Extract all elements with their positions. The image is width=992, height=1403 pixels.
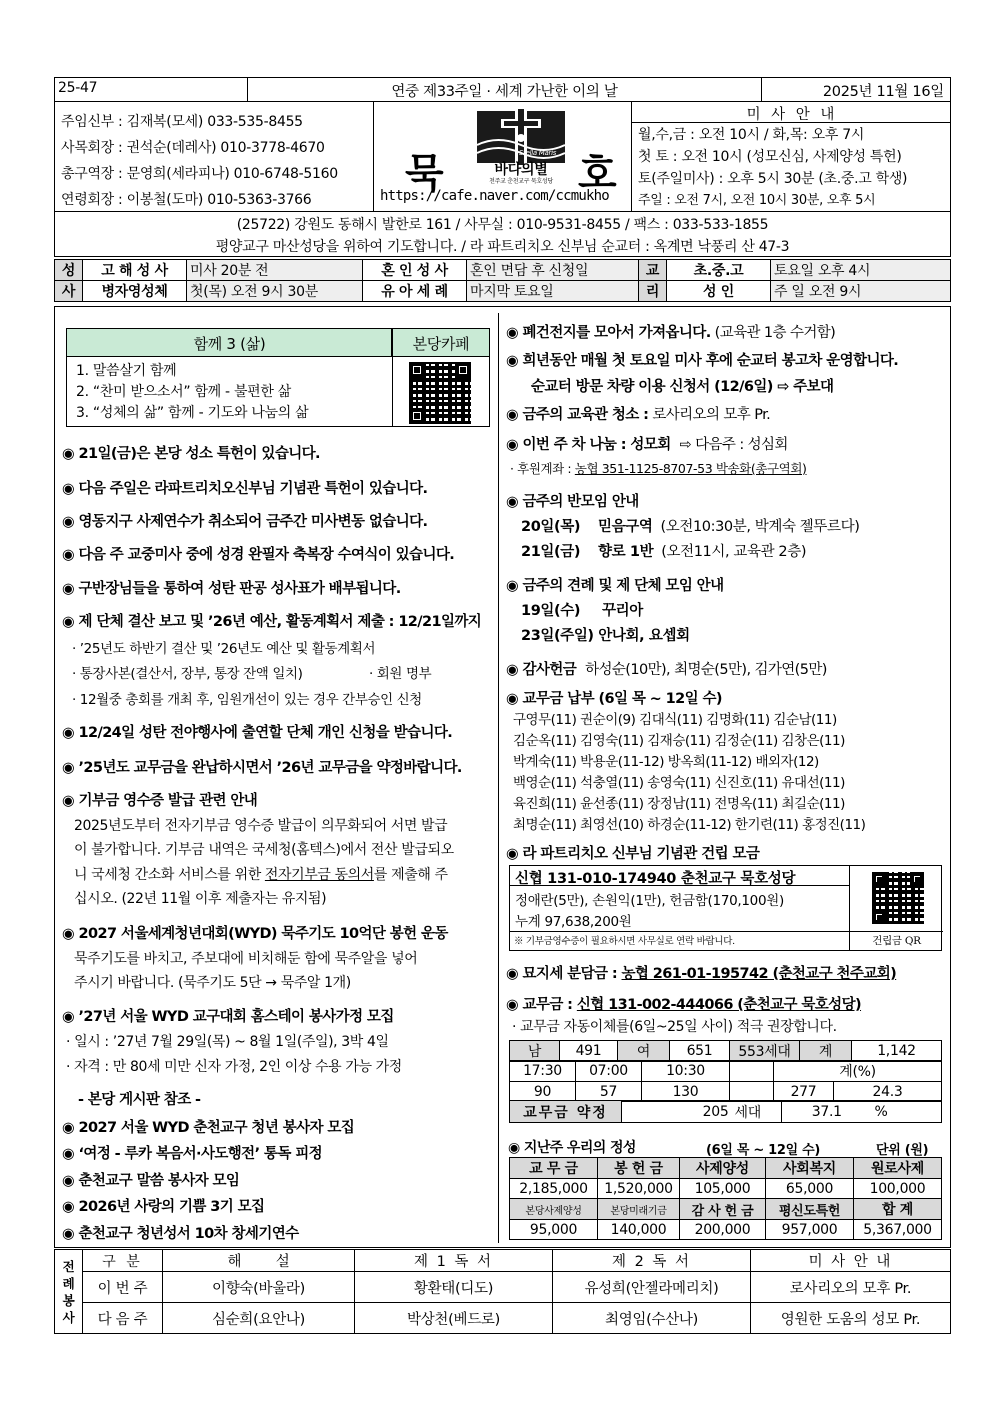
off-h-lay: 평신도특헌 — [766, 1199, 854, 1220]
off-h-senior: 원로사제 — [854, 1158, 942, 1179]
right-notice-6: ◉ 금주의 견례 및 제 단체 모임 안내 — [506, 578, 724, 594]
att-time-1: 17:30 — [510, 1061, 576, 1082]
pledge-rate: 37.1 — [782, 1101, 872, 1123]
right-notice-2-b: 순교터 방문 차량 이용 신청서 (12/6일) ⇨ 주보대 — [531, 379, 834, 395]
notice-3: ◉ 영동지구 사제연수가 취소되어 금주간 미사변동 없습니다. — [62, 514, 428, 530]
service-side-label — [55, 1250, 83, 1334]
right-notice-11-a: · 교무금 자동이체를(6일~25일 사이) 적극 권장합니다. — [512, 1019, 837, 1035]
service-side-text: 전례봉사 — [62, 1258, 75, 1325]
notice-10-b: 주시기 바랍니다. (묵주기도 5단 → 묵주알 1개) — [74, 975, 351, 991]
fund-donors: 정애란(5만), 손원익(1만), 헌금함(170,100원) — [515, 893, 784, 909]
tithe-line-5: 육진희(11) 윤선종(11) 장정남(11) 전명옥(11) 최길순(11) — [513, 796, 845, 812]
att-total-label: 계(%) — [774, 1061, 942, 1082]
off-v-total: 5,367,000 — [854, 1220, 942, 1240]
board-note: - 본당 게시판 참조 - — [78, 1092, 201, 1108]
att-time-2: 07:00 — [576, 1061, 642, 1082]
fund-note: ※ 기부금영수증이 필요하시면 사무실로 연락 바랍니다. — [514, 936, 735, 947]
notice-6-a: · ’25년도 하반기 결산 및 ’26년도 예산 및 활동계획서 — [72, 641, 376, 657]
right-notice-7: ◉ 감사헌금 하성순(10만), 최명순(5만), 김가연(5만) — [506, 662, 827, 678]
fund-total: 누계 97,638,200원 — [515, 914, 632, 930]
together-box — [66, 328, 490, 427]
marriage-label: 혼 인 성 사 — [363, 260, 467, 281]
att-count-3: 130 — [642, 1082, 730, 1102]
notice-11-a: · 일시 : ’27년 7월 29일(목) ~ 8월 1일(주일), 3박 4일 — [66, 1034, 389, 1050]
fund-qr-icon[interactable] — [872, 872, 924, 924]
together-line-1: 1. 말씀살기 함께 — [76, 363, 177, 379]
group-schedule-1: 19일(수) 꾸리아 — [521, 603, 643, 619]
notice-5: ◉ 구반장님들을 통하여 성탄 판공 성사표가 배부됩니다. — [62, 581, 401, 597]
right-notice-10: ◉ 묘지세 분담금 : 농협 261-01-195742 (춘천교구 천주교회) — [506, 966, 897, 982]
cafe-label: 본당카페 — [412, 335, 470, 353]
right-notice-5: ◉ 금주의 반모임 안내 — [506, 494, 639, 510]
fund-account: 신협 131-010-174940 춘천교구 묵호성당 — [515, 871, 796, 887]
attendance-table — [509, 1060, 942, 1102]
sacrament-table — [54, 259, 951, 302]
service-next-reading2: 최영임(수산나) — [553, 1303, 751, 1334]
att-count-total: 277 — [774, 1082, 834, 1102]
pledge-table — [509, 1100, 942, 1123]
service-this-reading2: 유성희(안젤라메리치) — [553, 1272, 751, 1303]
census-female-label: 여 — [618, 1041, 670, 1062]
right-notice-4-a: · 후원계좌 : 농협 351-1125-8707-53 박송화(총구역회) — [510, 461, 807, 476]
att-count-1: 90 — [510, 1082, 576, 1102]
notice-6-c: · 12월중 총회를 개최 후, 임원개선이 있는 경우 간부승인 신청 — [72, 692, 422, 708]
att-percent: 24.3 — [834, 1082, 942, 1102]
together-lines — [76, 361, 308, 424]
catechism-student-time: 토요일 오후 4시 — [771, 260, 951, 281]
service-table — [54, 1249, 951, 1334]
emblem-latin: Stella Maris — [519, 149, 557, 157]
catechism-student-label: 초.중.고 — [667, 260, 771, 281]
right-notice-11: ◉ 교무금 : 신협 131-002-444066 (춘천교구 묵호성당) — [506, 997, 862, 1013]
service-head-reading2: 제 2 독 서 — [553, 1250, 751, 1272]
service-next-mass: 영원한 도움의 성모 Pr. — [751, 1303, 951, 1334]
census-total-label: 계 — [800, 1041, 852, 1062]
service-next-week: 다 음 주 — [83, 1303, 163, 1334]
notice-9-a: 2025년도부터 전자기부금 영수증 발급이 의무화되어 서면 발급 — [74, 818, 448, 834]
notice-11: ◉ ’27년 서울 WYD 교구대회 홈스테이 봉사가정 모집 — [62, 1009, 394, 1025]
off-v-senior: 100,000 — [854, 1179, 942, 1199]
notice-11-b: · 자격 : 만 80세 미만 신자 가정, 2인 이상 수용 가능 가정 — [66, 1059, 402, 1075]
census-male-label: 남 — [510, 1041, 560, 1062]
notice-9: ◉ 기부금 영수증 발급 관련 안내 — [62, 793, 258, 809]
notice-6-b2: · 회원 명부 — [369, 666, 432, 682]
off-v-tithe: 2,185,000 — [510, 1179, 598, 1199]
tithe-names — [513, 710, 865, 836]
off-h-tithe: 교 무 금 — [510, 1158, 598, 1179]
service-this-commentary: 이향숙(바울라) — [163, 1272, 355, 1303]
notice-9-c: 니 국세청 간소화 서비스를 위한 전자기부금 동의서를 제출해 주 — [74, 867, 448, 883]
tithe-line-3: 박계숙(11) 박용운(11-12) 방옥희(11-12) 배외자(12) — [513, 754, 819, 770]
off-v-lay: 957,000 — [766, 1220, 854, 1240]
info-block — [54, 102, 951, 212]
service-this-week: 이 번 주 — [83, 1272, 163, 1303]
off-h-parish-priest: 본당사제양성 — [510, 1199, 598, 1220]
tithe-line-4: 백영순(11) 석충열(11) 송영숙(11) 신진호(11) 유대선(11) — [513, 775, 845, 791]
staff-funeral: 연령회장 : 이봉철(도마) 010-5363-3766 — [61, 192, 312, 208]
sacrament-side-1: 성 — [55, 260, 83, 281]
tithe-line-2: 김순옥(11) 김영숙(11) 김재승(11) 김정순(11) 김창은(11) — [513, 733, 845, 749]
marriage-time: 혼인 면담 후 신청일 — [467, 260, 639, 281]
sick-communion-label: 병자영성체 — [83, 281, 187, 302]
tithe-line-6: 최명순(11) 최영선(10) 하경순(11-12) 한기련(11) 홍정진(11) — [513, 817, 866, 833]
att-count-2: 57 — [576, 1082, 642, 1102]
notice-9-b: 이 불가합니다. 기부금 내역은 국세청(홈텍스)에서 전산 발급되오 — [74, 842, 454, 858]
service-head-division: 구 분 — [83, 1250, 163, 1272]
group-meeting-1: 20일(목) 믿음구역 (오전10:30분, 박계숙 젤뚜르다) — [521, 519, 860, 535]
off-v-parish-priest: 95,000 — [510, 1220, 598, 1240]
notice-10-a: 묵주기도를 바치고, 주보대에 비치해둔 함에 묵주알을 넣어 — [74, 951, 418, 967]
board-item-2: ◉ ‘여정 - 루카 복음서·사도행전’ 통독 피정 — [62, 1146, 323, 1162]
off-v-thanks: 200,000 — [680, 1220, 766, 1240]
service-head-reading1: 제 1 독 서 — [355, 1250, 553, 1272]
att-time-3: 10:30 — [642, 1061, 730, 1082]
sacrament-side-3: 교 — [639, 260, 667, 281]
sacrament-side-2: 사 — [55, 281, 83, 302]
service-head-commentary: 해 설 — [163, 1250, 355, 1272]
staff-list — [61, 109, 338, 213]
notice-4: ◉ 다음 주 교중미사 중에 성경 완필자 축복장 수여식이 있습니다. — [62, 547, 455, 563]
pledge-count: 205 — [622, 1101, 732, 1123]
emblem-name: 바다의별 — [494, 162, 548, 178]
service-this-mass: 로사리오의 모후 Pr. — [751, 1272, 951, 1303]
issue-date: 2025년 11월 16일 — [822, 84, 944, 100]
address-line: (25722) 강원도 동해시 발한로 161 / 사무실 : 010-9531-8455 / 팩스 : 033-533-1855 — [236, 217, 769, 233]
notice-10: ◉ 2027 서울세계청년대회(WYD) 묵주기도 10억단 봉헌 운동 — [62, 926, 448, 942]
off-v-welfare: 65,000 — [766, 1179, 854, 1199]
mass-saturday: 토(주일미사) : 오후 5시 30분 (초.중.고 학생) — [638, 171, 908, 187]
together-title: 함께 3 (삶) — [193, 335, 266, 353]
offering-unit: 단위 (원) — [876, 1143, 929, 1158]
together-line-3: 3. “성체의 삶” 함께 - 기도와 나눔의 삶 — [76, 405, 309, 421]
off-h-total: 합 계 — [854, 1199, 942, 1220]
church-emblem-icon — [475, 105, 567, 185]
catechism-adult-time: 주 일 오전 9시 — [771, 281, 951, 302]
address-block — [54, 211, 951, 257]
service-head-mass: 미 사 안 내 — [751, 1250, 951, 1272]
census-table — [509, 1040, 942, 1062]
board-item-1: ◉ 2027 서울 WYD 춘천교구 청년 봉사자 모집 — [62, 1120, 355, 1136]
together-line-2: 2. “찬미 받으소서” 함께 - 불편한 삶 — [76, 384, 292, 400]
census-male: 491 — [560, 1041, 618, 1062]
confession-time: 미사 20분 전 — [187, 260, 363, 281]
logo-char-right: 호 — [578, 150, 617, 197]
prayer-line: 평양교구 마산성당을 위하여 기도합니다. / 라 파트리치오 신부님 순교터 : 옥계면 낙풍리 산 47-3 — [215, 239, 790, 255]
group-schedule-2: 23일(주일) 안나회, 요셉회 — [521, 628, 690, 644]
sick-communion-time: 첫(목) 오전 9시 30분 — [187, 281, 363, 302]
mass-first-sat: 첫 토 : 오전 10시 (성모신심, 사제양성 특헌) — [638, 149, 902, 165]
offering-period: (6일 목 ~ 12일 수) — [706, 1143, 821, 1158]
offering-heading: ◉ 지난주 우리의 정성 — [508, 1140, 636, 1156]
notice-6: ◉ 제 단체 결산 보고 및 ’26년 예산, 활동계획서 제출 : 12/21일까지 — [62, 614, 482, 630]
off-h-thanks: 감 사 헌 금 — [680, 1199, 766, 1220]
census-households: 553세대 — [730, 1041, 800, 1062]
notice-2: ◉ 다음 주일은 라파트리치오신부님 기념관 특헌이 있습니다. — [62, 481, 428, 497]
emblem-sub: 천주교 춘천교구 묵호성당 — [489, 178, 553, 185]
donation-consent-link[interactable]: 전자기부금 동의서 — [264, 867, 374, 883]
tithe-line-1: 구영무(11) 권순이(9) 김대식(11) 김명화(11) 김순남(11) — [513, 712, 837, 728]
catechism-adult-label: 성 인 — [667, 281, 771, 302]
service-this-reading1: 황환태(디도) — [355, 1272, 553, 1303]
cafe-url[interactable]: https://cafe.naver.com/ccmukho — [380, 188, 609, 204]
confession-label: 고 해 성 사 — [83, 260, 187, 281]
pledge-label: 교무금 약정 — [510, 1101, 622, 1123]
service-next-reading1: 박상천(베드로) — [355, 1303, 553, 1334]
census-female: 651 — [670, 1041, 730, 1062]
support-account: 농협 351-1125-8707-53 박송화(총구역회) — [574, 461, 807, 476]
issue-number: 25-47 — [58, 80, 98, 96]
header-bar — [54, 77, 951, 102]
group-meeting-2: 21일(금) 향로 1반 (오전11시, 교육관 2층) — [521, 544, 807, 560]
notice-7: ◉ 12/24일 성탄 전야행사에 출연할 단체 개인 신청을 받습니다. — [62, 725, 453, 741]
off-h-future: 본당미래기금 — [598, 1199, 680, 1220]
notice-1: ◉ 21일(금)은 본당 성소 특헌이 있습니다. — [62, 446, 320, 462]
pledge-percent-sign: % — [872, 1101, 942, 1123]
off-v-offertory: 1,520,000 — [598, 1179, 680, 1199]
staff-priest: 주임신부 : 김재복(모세) 033-535-8455 — [61, 114, 303, 130]
mass-heading: 미 사 안 내 — [746, 107, 838, 123]
board-item-3: ◉ 춘천교구 말씀 봉사자 모임 — [62, 1173, 240, 1189]
service-next-commentary: 심순희(요안나) — [163, 1303, 355, 1334]
offering-table — [509, 1157, 942, 1240]
cafe-qr-icon[interactable] — [409, 362, 471, 424]
off-h-priest: 사제양성 — [680, 1158, 766, 1179]
sacrament-side-4: 리 — [639, 281, 667, 302]
right-notice-1: ◉ 폐건전지를 모아서 가져옵니다. (교육관 1층 수거함) — [506, 325, 836, 341]
off-h-offertory: 봉 헌 금 — [598, 1158, 680, 1179]
right-notice-4: ◉ 이번 주 차 나눔 : 성모회 ⇨ 다음주 : 성심회 — [506, 437, 788, 453]
att-count-blank — [730, 1082, 774, 1102]
census-total: 1,142 — [852, 1041, 942, 1062]
logo-char-left: 묵 — [405, 150, 444, 197]
staff-council: 사목회장 : 권석순(데레사) 010-3778-4670 — [61, 140, 325, 156]
fund-qr-label: 건립금 QR — [872, 935, 921, 947]
notice-9-d: 십시오. (22년 11월 이후 제출자는 유지됨) — [74, 891, 327, 907]
off-v-future: 140,000 — [598, 1220, 680, 1240]
page-title: 연중 제33주일 · 세계 가난한 이의 날 — [391, 84, 618, 100]
memorial-fund-box — [509, 865, 942, 951]
off-v-priest: 105,000 — [680, 1179, 766, 1199]
right-notice-9: ◉ 라 파트리치오 신부님 기념관 건립 모금 — [506, 846, 760, 862]
mass-sunday: 주일 : 오전 7시, 오전 10시 30분, 오후 5시 — [638, 193, 876, 208]
staff-district: 총구역장 : 문영희(세라피나) 010-6748-5160 — [61, 166, 338, 182]
baptism-time: 마지막 토요일 — [467, 281, 639, 302]
baptism-label: 유 아 세 례 — [363, 281, 467, 302]
mass-schedule — [638, 124, 907, 212]
board-item-5: ◉ 춘천교구 청년성서 10차 창세기연수 — [62, 1226, 299, 1242]
mass-weekday: 월,수,금 : 오전 10시 / 화,목: 오후 7시 — [638, 127, 865, 143]
right-notice-3: ◉ 금주의 교육관 청소 : 로사리오의 모후 Pr. — [506, 407, 771, 423]
notice-6-b: · 통장사본(결산서, 장부, 통장 잔액 일치) — [72, 666, 303, 682]
board-item-4: ◉ 2026년 사랑의 기쁨 3기 모집 — [62, 1199, 265, 1215]
notice-8: ◉ ’25년도 교무금을 완납하시면서 ’26년 교무금을 약정바랍니다. — [62, 760, 462, 776]
off-h-welfare: 사회복지 — [766, 1158, 854, 1179]
right-notice-8: ◉ 교무금 납부 (6일 목 ~ 12일 수) — [506, 691, 722, 707]
pledge-unit: 세대 — [732, 1101, 782, 1123]
att-blank — [730, 1061, 774, 1082]
right-notice-2: ◉ 희년동안 매월 첫 토요일 미사 후에 순교터 봉고차 운영합니다. — [506, 353, 899, 369]
